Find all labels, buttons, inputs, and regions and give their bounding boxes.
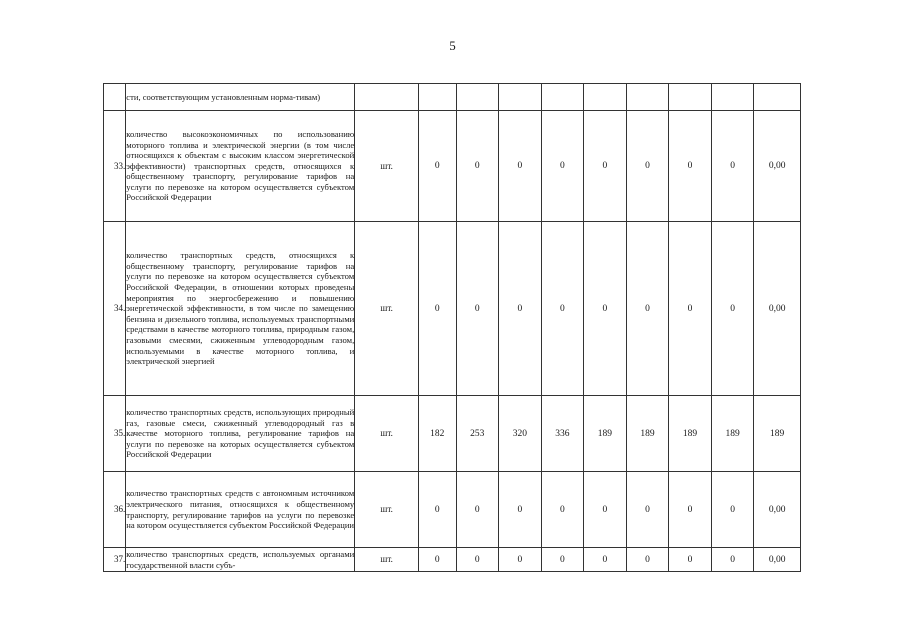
row-description: количество транспортных средств, использующих природный газ, газовые смеси, сжиженный углеводородный газ в качестве моторного топлива, регулирование тарифов на услуги по перевозке на которых осуществляется субъектом Российской Федерации [126,396,355,472]
value-cell: 0 [626,222,669,396]
value-cell [754,84,801,111]
value-cell [541,84,584,111]
row-description: количество высокоэкономичных по использованию моторного топлива и электрической энергии (в том числе относящихся к объектам с высоким классом энергетической эффективности) транспортных средств, относящихся к общественному транспорту, регулирование тарифов на услуги по перевозке на котором осуществляется субъектом Российской Федерации [126,111,355,222]
table-row [104,222,801,396]
value-cell: 0 [711,222,754,396]
row-description: сти, соответствующим установленным норма-тивам) [126,84,355,111]
value-cell: 253 [456,396,499,472]
value-cell: 182 [419,396,456,472]
value-cell: 0 [419,222,456,396]
value-cell: 189 [711,396,754,472]
value-cell: 0,00 [754,548,801,572]
row-unit: шт. [355,396,419,472]
row-number: 36. [104,472,126,548]
row-unit: шт. [355,472,419,548]
value-cell: 0 [711,472,754,548]
value-cell: 0 [456,472,499,548]
value-cell: 0 [584,111,627,222]
value-cell: 0 [584,548,627,572]
row-number [104,84,126,111]
value-cell: 0,00 [754,472,801,548]
value-cell: 189 [626,396,669,472]
value-cell: 0 [541,222,584,396]
value-cell: 0 [456,111,499,222]
value-cell [711,84,754,111]
value-cell: 0 [456,222,499,396]
value-cell [419,84,456,111]
value-cell: 189 [669,396,712,472]
table-row [104,472,801,548]
value-cell: 0 [499,222,542,396]
value-cell: 189 [584,396,627,472]
value-cell: 0 [456,548,499,572]
value-cell: 0 [711,548,754,572]
value-cell: 0,00 [754,222,801,396]
value-cell [584,84,627,111]
row-unit: шт. [355,111,419,222]
value-cell: 0 [541,111,584,222]
row-description: количество транспортных средств с автономным источником электрического питания, относящихся к общественному транспорту, регулирование тарифов на услуги по перевозке на котором осуществляется субъектом Российской Федерации [126,472,355,548]
row-description: количество транспортных средств, относящихся к общественному транспорту, регулирование тарифов на услуги по перевозке на котором осуществляется субъектом Российской Федерации, в отношении которых проведены мероприятия по энергосбережению и повышению энергетической эффективности, в том числе по замещению бензина и дизельного топлива, используемых транспортными средствами в качестве моторного топлива, природным газом, газовыми смесями, сжиженным углеводородным газом, используемыми в качестве моторного топлива, и электрической энергией [126,222,355,396]
value-cell: 320 [499,396,542,472]
value-cell: 0 [669,548,712,572]
table-row [104,84,801,111]
value-cell [669,84,712,111]
row-unit: шт. [355,548,419,572]
value-cell: 0 [669,472,712,548]
row-description: количество транспортных средств, используемых органами государственной власти субъ- [126,548,355,570]
value-cell: 0 [711,111,754,222]
row-unit: шт. [355,222,419,396]
value-cell: 0 [499,548,542,572]
table-row [104,548,801,572]
value-cell: 0 [626,548,669,572]
row-number: 35. [104,396,126,472]
value-cell: 336 [541,396,584,472]
value-cell: 0 [541,548,584,572]
row-number: 34. [104,222,126,396]
table-row [104,396,801,472]
value-cell: 189 [754,396,801,472]
value-cell: 0 [669,111,712,222]
value-cell [456,84,499,111]
value-cell: 0 [499,472,542,548]
value-cell: 0 [669,222,712,396]
value-cell: 0 [626,111,669,222]
page-number: 5 [449,38,456,53]
value-cell: 0 [584,472,627,548]
value-cell [626,84,669,111]
table-row [104,111,801,222]
row-number: 33. [104,111,126,222]
value-cell: 0 [419,472,456,548]
value-cell: 0,00 [754,111,801,222]
value-cell: 0 [499,111,542,222]
value-cell: 0 [541,472,584,548]
row-unit [355,84,419,111]
value-cell [499,84,542,111]
value-cell: 0 [419,548,456,572]
value-cell: 0 [626,472,669,548]
row-number: 37. [104,548,126,572]
value-cell: 0 [419,111,456,222]
value-cell: 0 [584,222,627,396]
indicators-table [103,83,801,572]
